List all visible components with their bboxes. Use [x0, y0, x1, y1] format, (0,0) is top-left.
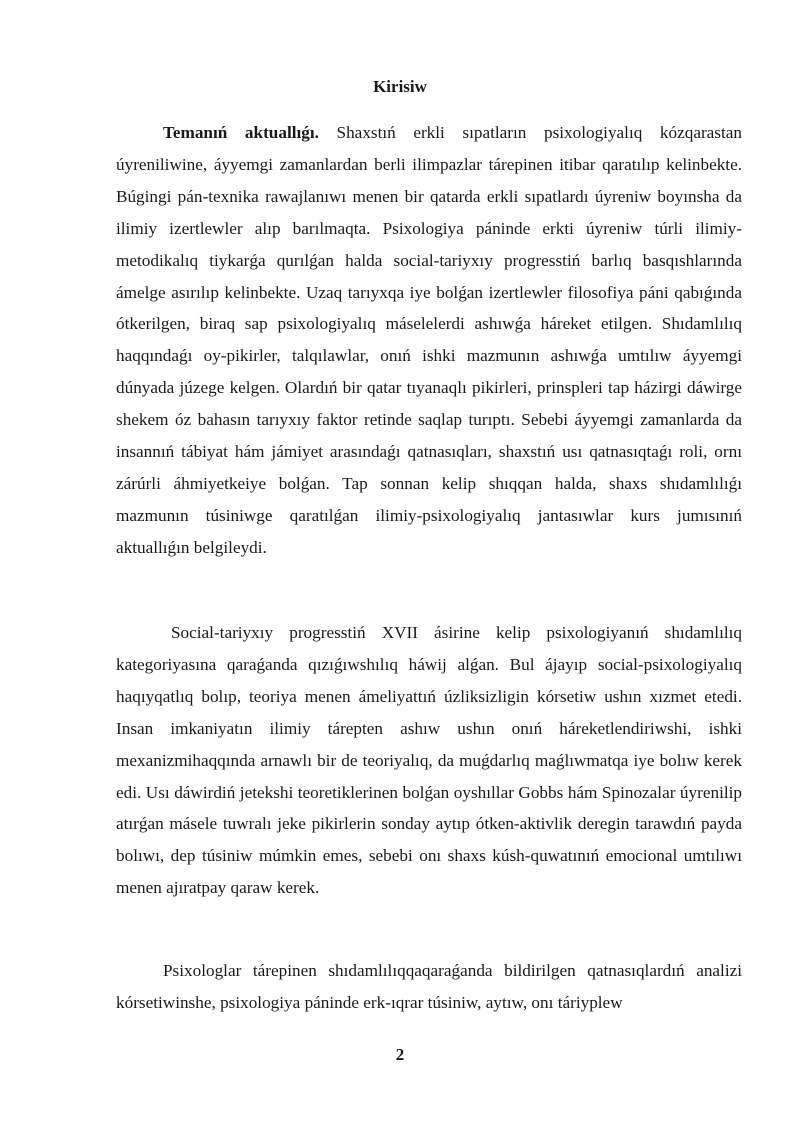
page-number: 2 — [395, 1045, 405, 1064]
paragraph-text: Shaxstıń erkli sıpatların psixologiyalıq kózqarastan úyreniliwine, áyyemgi zamanlardan berli ilimpazlar tárepinen itibar qaratılıp kelinbekte. Búgingi pán-texnika rawajlanıwı menen bir qatarda erkli sıpatlardı úyreniw boyınsha da ilimiy izertlewler alıp barılmaqta. Psixologiya páninde erkti úyreniw túrli ilimiy-metodikalıq tiykarǵa qurılǵan halda social-tariyxıy progresstiń barlıq basqıshlarında ámelge asırılıp kelinbekte. Uzaq tarıyxqa iye bolǵan izertlewler filosofiya páni qabıǵında ótkerilgen, biraq sap psixologiyalıq máselelerdi ashıwǵa háreket etilgen. Shıdamlılıq haqqındaǵı oy-pikirler, talqılawlar, onıń ishki mazmunın ashıwǵa umtılıw áyyemgi dúnyada júzege kelgen. Olardıń bir qatar tıyanaqlı pikirleri, prinspleri tap házirgi dáwirge shekem óz bahasın tarıyxıy faktor retinde saqlap turıptı. Sebebi áyyemgi zamanlarda da insannıń tábiyat hám jámiyet arasındaǵı qatnasıqları, shaxstıń usı qatnasıqtaǵı roli, ornı zárúrli áhmiyetkeiye bolǵan. Tap sonnan kelip shıqqan halda, shaxs shıdamlılıǵı mazmunın túsiniwge qaratılǵan ilimiy-psixologiyalıq jantasıwlar kurs jumısınıń aktuallıǵın belgileydi. — [116, 123, 742, 557]
paragraph-topic-relevance — [116, 117, 742, 564]
paragraph-psychologists-analysis — [116, 955, 742, 1019]
paragraph-text: Social-tariyxıy progresstiń XVII ásirine kelip psixologiyanıń shıdamlılıq kategoriyasına qaraǵanda qızıǵıwshılıq háwij alǵan. Bul ájayıp social-psixologiyalıq haqıyqatlıq bolıp, teoriya menen ámeliyattıń úzliksizligin kórsetiw ushın xızmet etedi. Insan imkaniyatın ilimiy tárepten ashıw ushın onıń háreketlendiriwshi, ishki mexanizmihaqqında arnawlı bir de teoriyalıq, da muǵdarlıq maǵlıwmatqa iye bolıw kerek edi. Usı dáwirdiń jetekshi teoretiklerinen bolǵan oyshıllar Gobbs hám Spinozalar úyrenilip atırǵan másele tuwralı jeke pikirlerin sonday aytıp ótken-aktivlik deregin tarawdıń payda bolıwı, dep túsiniw múmkin emes, sebebi onı shaxs kúsh-quwatınıń emocional umtılıwı menen ajıratpay qaraw kerek. — [116, 623, 742, 898]
paragraph-historical-context — [116, 617, 742, 904]
paragraph-text: Psixologlar tárepinen shıdamlılıqqaqaraǵanda bildirilgen qatnasıqlardıń analizi kórsetiwinshe, psixologiya páninde erk-ıqrar túsiniw, aytıw, onı táriyplew — [116, 961, 742, 1012]
page-title: Kirisiw — [373, 77, 427, 96]
paragraph-lead: Temanıń aktuallıǵı. — [163, 123, 319, 142]
